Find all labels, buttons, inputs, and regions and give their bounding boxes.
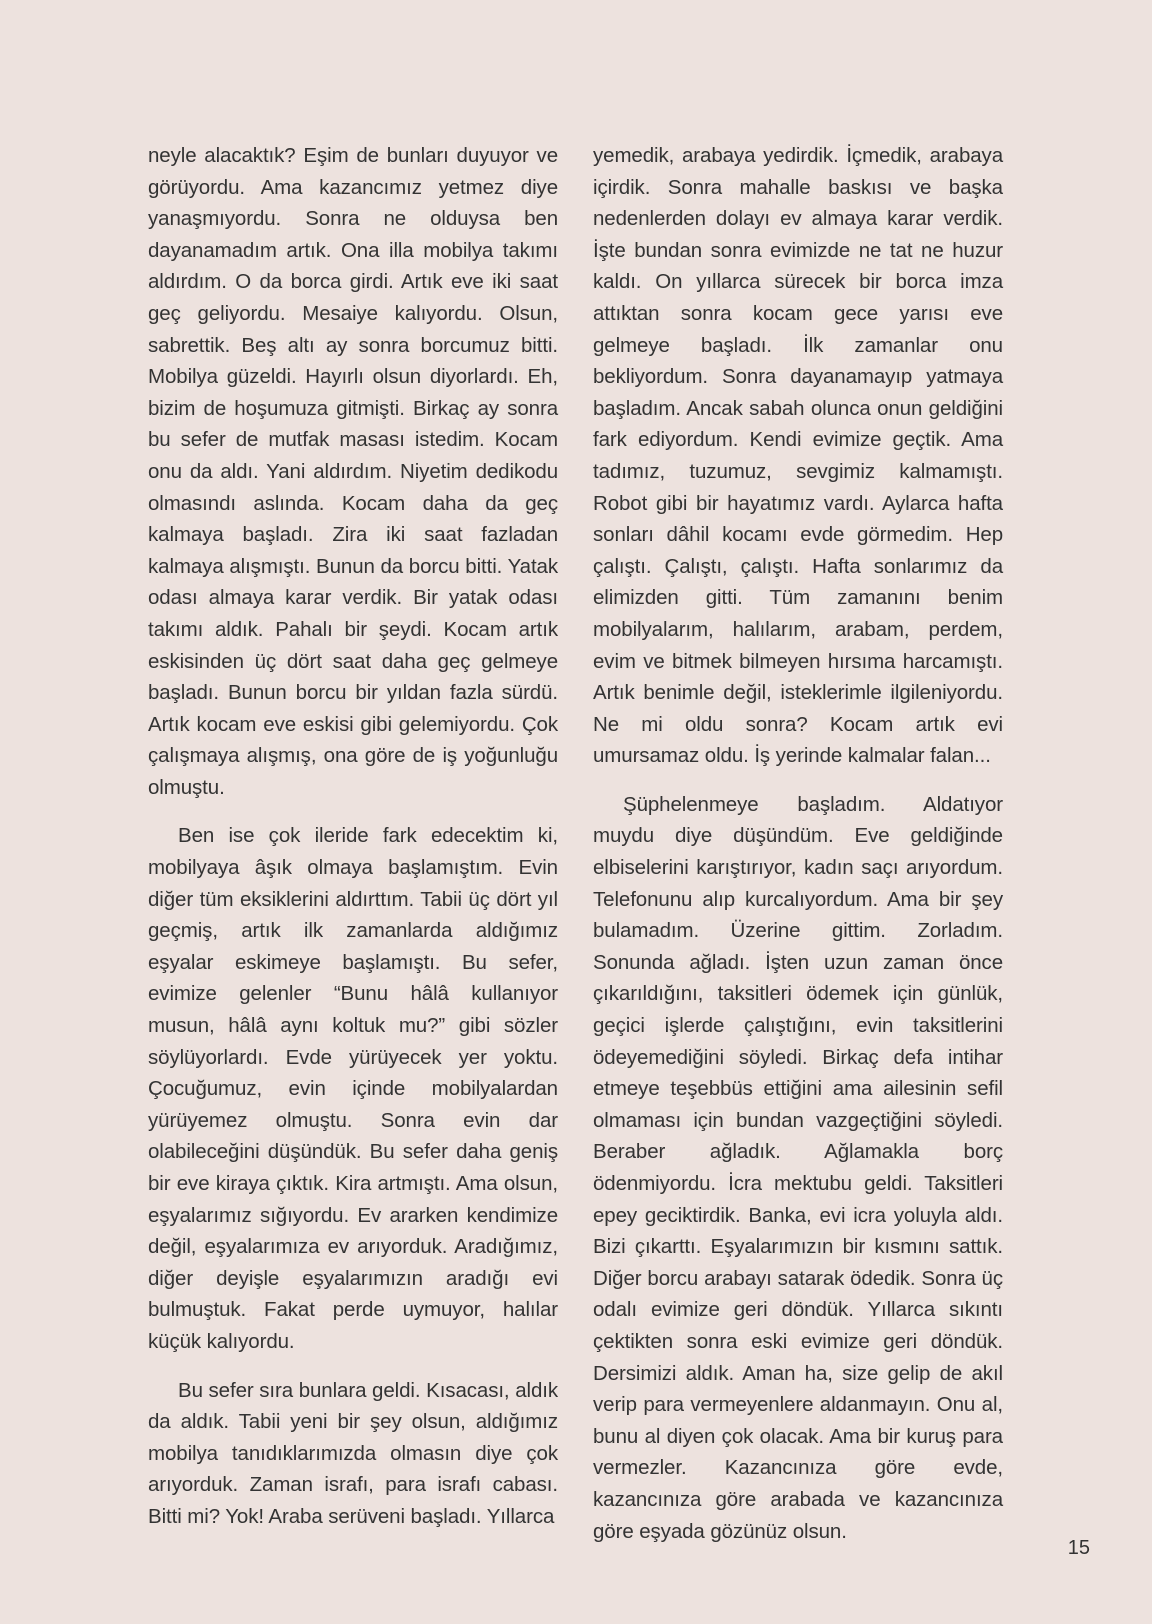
paragraph: neyle alacaktık? Eşim de bunları duyuyor ve görüyordu. Ama kazancımız yetmez diye yanaşmıyordu. Sonra ne olduysa ben dayanamadım artık. Ona illa mobilya takımı aldırdım. O da borca girdi. Artık eve iki saat geç geliyordu. Mesaiye kalıyordu. Olsun, sabrettik. Beş altı ay sonra borcumuz bitti. Mobilya güzeldi. Hayırlı olsun diyorlardı. Eh, bizim de hoşumuza gitmişti. Birkaç ay sonra bu sefer de mutfak masası istedim. Kocam onu da aldı. Yani aldırdım. Niyetim dedikodu olmasındı aslında. Kocam daha da geç kalmaya başladı. Zira iki saat fazladan kalmaya alışmıştı. Bunun da borcu bitti. Yatak odası almaya karar verdik. Bir yatak odası takımı aldık. Pahalı bir şeydi. Kocam artık eskisinden üç dört saat daha geç gelmeye başladı. Bunun borcu bir yıldan fazla sürdü. Artık kocam eve eskisi gibi gelemiyordu. Çok çalışmaya alışmış, ona göre de iş yoğunluğu olmuştu.	[148, 144, 558, 799]
paragraph: Ben ise çok ileride fark edecektim ki, mobilyaya âşık olmaya başlamıştım. Evin diğer tüm eksiklerini aldırttım. Tabii üç dört yıl geçmiş, artık ilk zamanlarda aldığımız eşyalar eskimeye başlamıştı. Bu sefer, evimize gelenler “Bunu hâlâ kullanıyor musun, hâlâ aynı koltuk mu?” gibi sözler söylüyorlardı. Evde yürüyecek yer yoktu. Çocuğumuz, evin içinde mobilyalardan yürüyemez olmuştu. Sonra evin dar olabileceğini düşündük. Bu sefer daha geniş bir eve kiraya çıktık. Kira artmıştı. Ama olsun, eşyalarımız sığıyordu. Ev ararken kendimize değil, eşyalarımıza ev arıyorduk. Aradığımız, diğer deyişle eşyalarımızın aradığı evi bulmuştuk. Fakat perde uymuyor, halılar küçük kalıyordu.	[148, 824, 558, 1353]
paragraph: Şüphelenmeye başladım. Aldatıyor muydu diye düşündüm. Eve geldiğinde elbiselerini karıştırıyor, kadın saçı arıyordum. Telefonunu alıp kurcalıyordum. Ama bir şey bulamadım. Üzerine gittim. Zorladım. Sonunda ağladı. İşten uzun zaman önce çıkarıldığını, taksitleri ödemek için günlük, geçici işlerde çalıştığını, evin taksitlerini ödeyemediğini söyledi. Birkaç defa intihar etmeye teşebbüs ettiğini ama ailesinin sefil olmaması için bundan vazgeçtiğini söyledi. Beraber ağladık. Ağlamakla borç ödenmiyordu. İcra mektubu geldi. Taksitleri epey geciktirdik. Banka, evi icra yoluyla aldı. Bizi çıkarttı. Eşyalarımızın bir kısmını sattık. Diğer borcu arabayı satarak ödedik. Sonra üç odalı evimize geri döndük. Yıllarca sıkıntı çektikten sonra eski evimize geri döndük. Dersimizi aldık. Aman ha, size gelip de akıl verip para vermeyenlere aldanmayın. Onu al, bunu al diyen çok olacak. Ama bir kuruş para vermezler. Kazancınıza göre evde, kazancınıza göre arabada ve kazancınıza göre eşyada gözünüz olsun.	[593, 792, 1003, 1543]
paragraph: Bu sefer sıra bunlara geldi. Kısacası, aldık da aldık. Tabii yeni bir şey olsun, aldığımız mobilya tanıdıklarımızda olmasın diye çok arıyorduk. Zaman israfı, para israfı cabası. Bitti mi? Yok! Araba serüveni başladı. Yıllarca	[148, 1378, 558, 1528]
page-number: 15	[1067, 1537, 1090, 1559]
paragraph: yemedik, arabaya yedirdik. İçmedik, arabaya içirdik. Sonra mahalle baskısı ve başka nedenlerden dolayı ev almaya karar verdik. İşte bundan sonra evimizde ne tat ne huzur kaldı. On yıllarca sürecek bir borca imza attıktan sonra kocam gece yarısı eve gelmeye başladı. İlk zamanlar onu bekliyordum. Sonra dayanamayıp yatmaya başladım. Ancak sabah olunca onun geldiğini fark ediyordum. Kendi evimize geçtik. Ama tadımız, tuzumuz, sevgimiz kalmamıştı. Robot gibi bir hayatımız vardı. Aylarca hafta sonları dâhil kocamı evde görmedim. Hep çalıştı. Çalıştı, çalıştı. Hafta sonlarımız da elimizden gitti. Tüm zamanını benim mobilyalarım, halılarım, arabam, perdem, evim ve bitmek bilmeyen hırsıma harcamıştı. Artık benimle değil, isteklerimle ilgileniyordu. Ne mi oldu sonra? Kocam artık evi umursamaz oldu. İş yerinde kalmalar falan...	[593, 144, 1003, 768]
left-text-column	[148, 140, 558, 1550]
right-text-column	[593, 140, 1003, 1564]
